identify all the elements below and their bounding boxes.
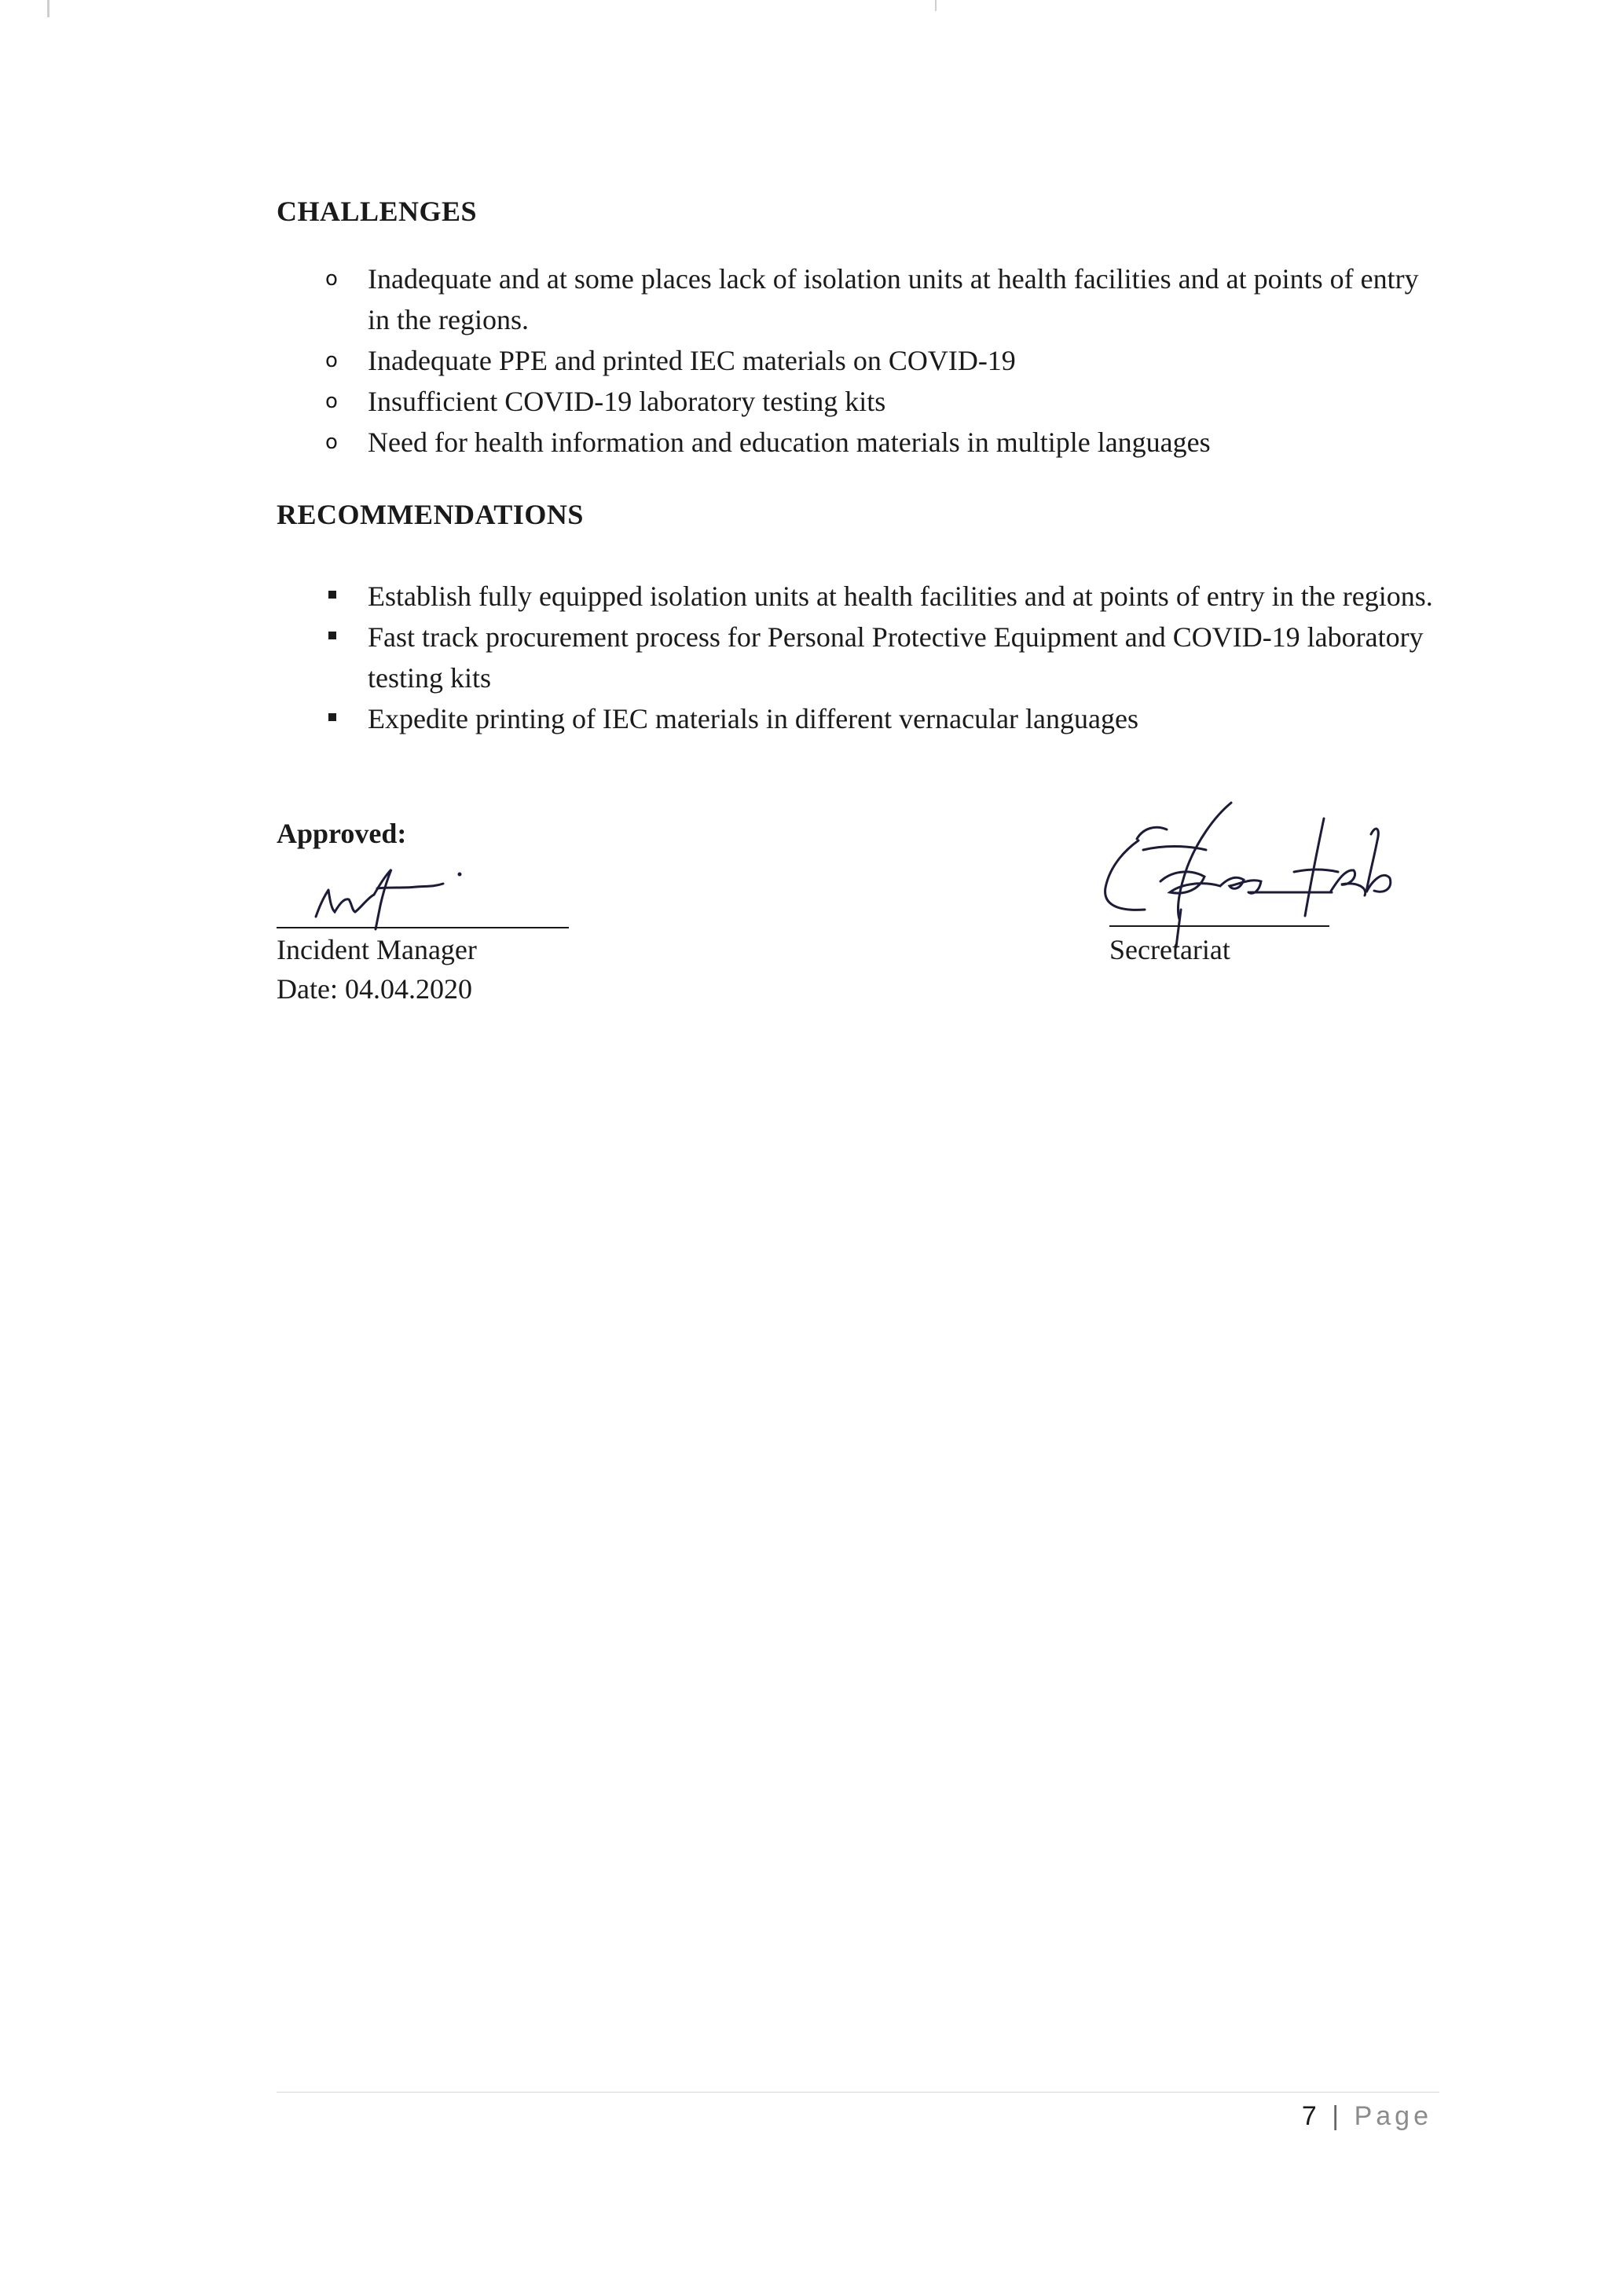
- challenge-text: Insufficient COVID-19 laboratory testing kits: [368, 386, 886, 417]
- incident-manager-signature-line: [277, 927, 569, 928]
- incident-manager-label: Incident Manager: [277, 934, 477, 965]
- circle-bullet-icon: o: [325, 349, 338, 372]
- list-item: [277, 576, 1447, 617]
- secretariat-signature: [1088, 793, 1418, 950]
- list-item: [277, 698, 1447, 739]
- challenge-text: Inadequate and at some places lack of isolation units at health facilities and at points of entry in the regions.: [368, 263, 1419, 335]
- approval-date: Date: 04.04.2020: [277, 973, 472, 1005]
- recommendation-text: Expedite printing of IEC materials in different vernacular languages: [368, 703, 1138, 734]
- circle-bullet-icon: o: [325, 390, 338, 413]
- scan-edge-mark-left: [47, 0, 49, 17]
- challenge-text: Inadequate PPE and printed IEC materials on COVID-19: [368, 345, 1016, 376]
- list-item: [277, 422, 1447, 463]
- recommendations-list: [277, 576, 1447, 739]
- page-number: 7: [1301, 2101, 1321, 2131]
- square-bullet-icon: [328, 591, 336, 599]
- scan-edge-mark-center: [935, 0, 937, 11]
- list-item: [277, 340, 1447, 381]
- secretariat-label: Secretariat: [1109, 934, 1230, 965]
- list-item: [277, 258, 1447, 340]
- recommendation-text: Establish fully equipped isolation units at health facilities and at points of entry in the regions.: [368, 580, 1433, 612]
- footer-divider: [277, 2092, 1439, 2093]
- challenges-heading: CHALLENGES: [277, 196, 478, 227]
- recommendations-heading: RECOMMENDATIONS: [277, 499, 584, 530]
- square-bullet-icon: [328, 632, 336, 639]
- page-footer: [1302, 2101, 1432, 2132]
- challenges-list: [277, 258, 1447, 463]
- challenge-text: Need for health information and education materials in multiple languages: [368, 427, 1211, 458]
- approved-label: Approved:: [277, 818, 407, 849]
- square-bullet-icon: [328, 713, 336, 721]
- secretariat-signature-line: [1109, 925, 1329, 927]
- page-word: Page: [1354, 2101, 1432, 2131]
- page-separator: |: [1332, 2101, 1344, 2131]
- list-item: [277, 381, 1447, 422]
- circle-bullet-icon: o: [325, 430, 338, 454]
- circle-bullet-icon: o: [325, 267, 338, 291]
- recommendation-text: Fast track procurement process for Personal Protective Equipment and COVID-19 laboratory testing kits: [368, 621, 1424, 694]
- list-item: [277, 617, 1447, 698]
- incident-manager-signature: [299, 860, 503, 931]
